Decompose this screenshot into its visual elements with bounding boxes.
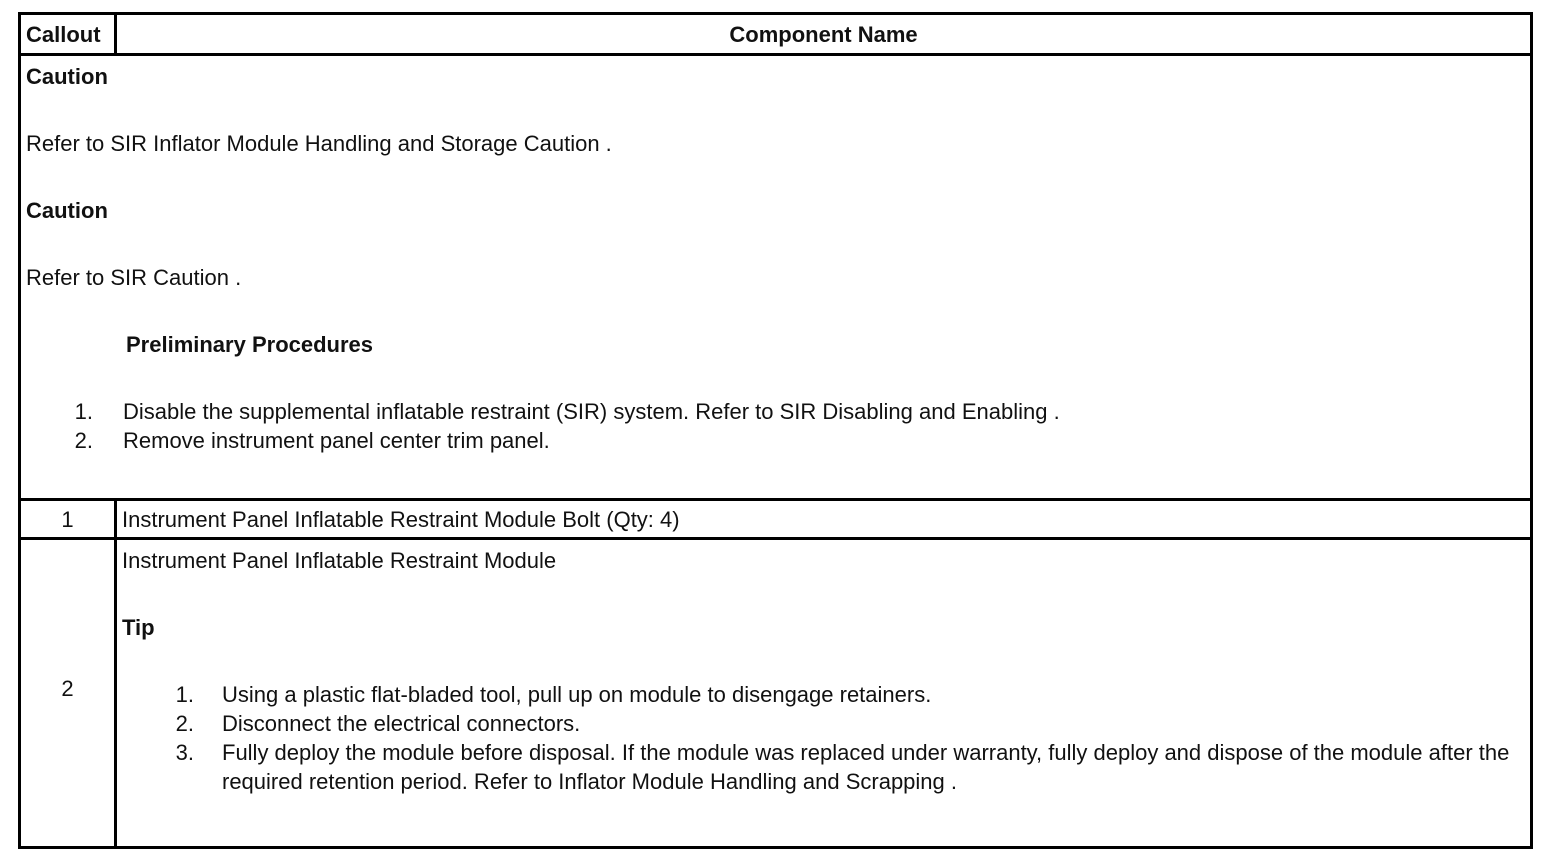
table-row xyxy=(20,539,1532,848)
list-item xyxy=(122,709,1530,738)
preliminary-row xyxy=(20,55,1532,500)
component-name: Instrument Panel Inflatable Restraint Module Bolt (Qty: 4) xyxy=(116,500,1532,539)
list-item xyxy=(122,738,1530,796)
step-number: 2. xyxy=(74,428,93,453)
caution-title: Caution xyxy=(26,64,108,89)
header-callout: Callout xyxy=(20,14,116,55)
callout-number: 1 xyxy=(20,500,116,539)
header-component-name: Component Name xyxy=(116,14,1532,55)
list-item xyxy=(122,680,1530,709)
component-cell xyxy=(116,539,1532,848)
component-table xyxy=(18,12,1533,849)
step-text: Remove instrument panel center trim panel. xyxy=(123,428,550,453)
preliminary-cell xyxy=(20,55,1532,500)
list-item xyxy=(26,397,1530,426)
component-name: Instrument Panel Inflatable Restraint Module xyxy=(122,548,557,573)
step-number: 1. xyxy=(175,682,194,707)
preliminary-steps xyxy=(26,397,1530,455)
header-row xyxy=(20,14,1532,55)
step-text: Using a plastic flat-bladed tool, pull up on module to disengage retainers. xyxy=(222,682,932,707)
callout-number: 2 xyxy=(20,539,116,848)
step-number: 1. xyxy=(74,399,93,424)
step-number: 2. xyxy=(175,711,194,736)
caution-text: Refer to SIR Caution . xyxy=(26,265,242,290)
procedures-title: Preliminary Procedures xyxy=(126,332,374,357)
table-row xyxy=(20,500,1532,539)
step-text: Fully deploy the module before disposal. If the module was replaced under warranty, fully deploy and dispose of the module after the required retention period. Refer to Inflator Module Handling and Scrapping . xyxy=(222,740,1510,794)
tip-steps xyxy=(122,680,1530,796)
step-number: 3. xyxy=(175,740,194,765)
step-text: Disable the supplemental inflatable restraint (SIR) system. Refer to SIR Disabling and Enabling . xyxy=(123,399,1060,424)
step-text: Disconnect the electrical connectors. xyxy=(222,711,581,736)
caution-text: Refer to SIR Inflator Module Handling and Storage Caution . xyxy=(26,131,612,156)
caution-title: Caution xyxy=(26,198,108,223)
tip-title: Tip xyxy=(122,615,155,640)
list-item xyxy=(26,426,1530,455)
